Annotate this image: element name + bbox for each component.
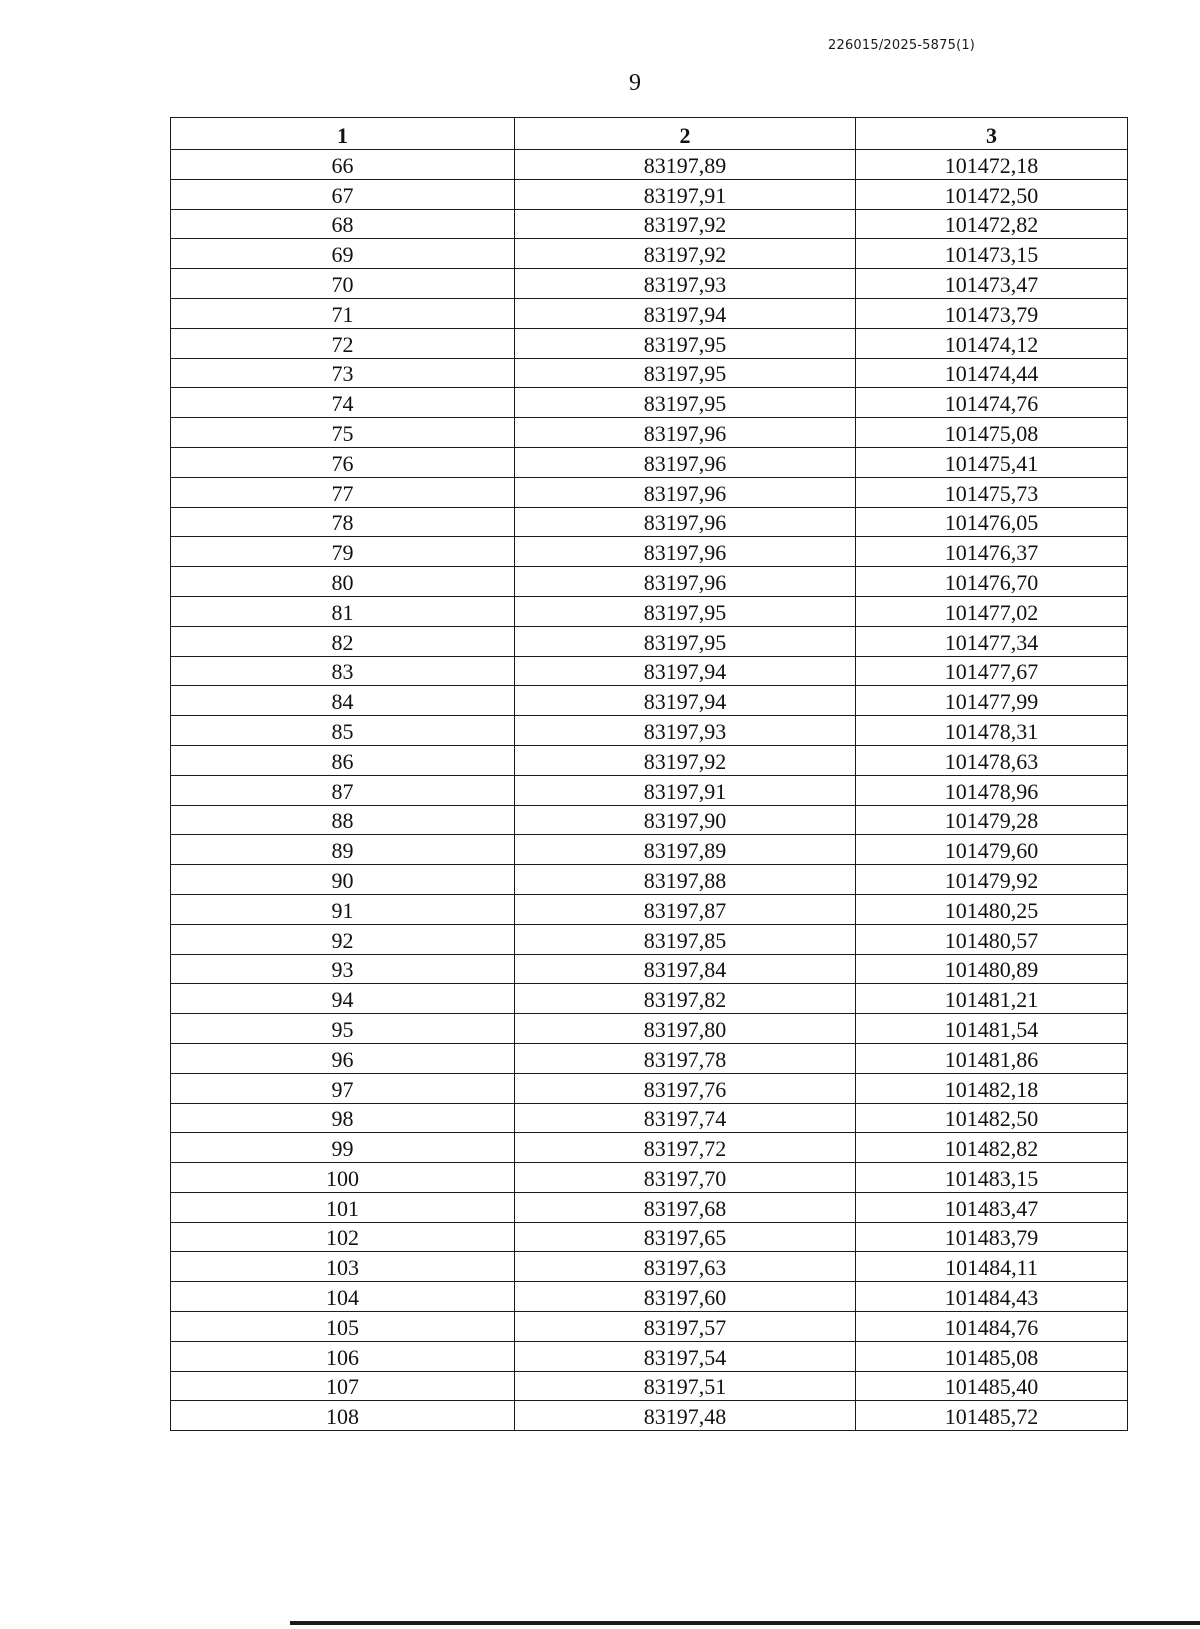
table-row <box>171 150 1128 180</box>
x-coordinate-cell: 83197,95 <box>515 596 856 626</box>
table-row <box>171 1163 1128 1193</box>
table-row <box>171 537 1128 567</box>
x-coordinate-cell: 83197,94 <box>515 656 856 686</box>
point-number-cell: 105 <box>171 1312 515 1342</box>
point-number-cell: 88 <box>171 805 515 835</box>
x-coordinate-cell: 83197,76 <box>515 1073 856 1103</box>
table-row <box>171 686 1128 716</box>
point-number-cell: 100 <box>171 1163 515 1193</box>
y-coordinate-cell: 101479,92 <box>856 865 1128 895</box>
x-coordinate-cell: 83197,96 <box>515 567 856 597</box>
y-coordinate-cell: 101481,54 <box>856 1014 1128 1044</box>
x-coordinate-cell: 83197,85 <box>515 924 856 954</box>
table-row <box>171 328 1128 358</box>
point-number-cell: 68 <box>171 209 515 239</box>
x-coordinate-cell: 83197,48 <box>515 1401 856 1431</box>
x-coordinate-cell: 83197,72 <box>515 1133 856 1163</box>
y-coordinate-cell: 101480,25 <box>856 894 1128 924</box>
point-number-cell: 107 <box>171 1371 515 1401</box>
y-coordinate-cell: 101472,18 <box>856 150 1128 180</box>
y-coordinate-cell: 101478,96 <box>856 775 1128 805</box>
table-row <box>171 1312 1128 1342</box>
y-coordinate-cell: 101477,34 <box>856 626 1128 656</box>
point-number-cell: 79 <box>171 537 515 567</box>
table-row <box>171 1073 1128 1103</box>
x-coordinate-cell: 83197,89 <box>515 835 856 865</box>
table-row <box>171 924 1128 954</box>
table-row <box>171 865 1128 895</box>
y-coordinate-cell: 101483,47 <box>856 1192 1128 1222</box>
x-coordinate-cell: 83197,60 <box>515 1282 856 1312</box>
table-row <box>171 1192 1128 1222</box>
point-number-cell: 97 <box>171 1073 515 1103</box>
y-coordinate-cell: 101472,50 <box>856 179 1128 209</box>
x-coordinate-cell: 83197,95 <box>515 626 856 656</box>
column-header-1: 1 <box>171 118 515 150</box>
x-coordinate-cell: 83197,82 <box>515 984 856 1014</box>
point-number-cell: 96 <box>171 1043 515 1073</box>
y-coordinate-cell: 101482,50 <box>856 1103 1128 1133</box>
table-row <box>171 894 1128 924</box>
y-coordinate-cell: 101479,60 <box>856 835 1128 865</box>
x-coordinate-cell: 83197,91 <box>515 775 856 805</box>
y-coordinate-cell: 101473,15 <box>856 239 1128 269</box>
x-coordinate-cell: 83197,95 <box>515 328 856 358</box>
x-coordinate-cell: 83197,92 <box>515 209 856 239</box>
point-number-cell: 80 <box>171 567 515 597</box>
table-row <box>171 1222 1128 1252</box>
point-number-cell: 101 <box>171 1192 515 1222</box>
table-row <box>171 507 1128 537</box>
y-coordinate-cell: 101474,44 <box>856 358 1128 388</box>
x-coordinate-cell: 83197,51 <box>515 1371 856 1401</box>
point-number-cell: 104 <box>171 1282 515 1312</box>
point-number-cell: 71 <box>171 298 515 328</box>
point-number-cell: 75 <box>171 418 515 448</box>
point-number-cell: 91 <box>171 894 515 924</box>
y-coordinate-cell: 101482,18 <box>856 1073 1128 1103</box>
y-coordinate-cell: 101473,79 <box>856 298 1128 328</box>
table-row <box>171 269 1128 299</box>
y-coordinate-cell: 101473,47 <box>856 269 1128 299</box>
y-coordinate-cell: 101485,72 <box>856 1401 1128 1431</box>
y-coordinate-cell: 101477,67 <box>856 656 1128 686</box>
bottom-scan-rule <box>290 1621 1200 1625</box>
table-row <box>171 209 1128 239</box>
table-row <box>171 418 1128 448</box>
y-coordinate-cell: 101477,99 <box>856 686 1128 716</box>
table-row <box>171 1103 1128 1133</box>
y-coordinate-cell: 101484,11 <box>856 1252 1128 1282</box>
x-coordinate-cell: 83197,96 <box>515 418 856 448</box>
point-number-cell: 73 <box>171 358 515 388</box>
point-number-cell: 103 <box>171 1252 515 1282</box>
table-row <box>171 1341 1128 1371</box>
x-coordinate-cell: 83197,87 <box>515 894 856 924</box>
point-number-cell: 86 <box>171 745 515 775</box>
x-coordinate-cell: 83197,90 <box>515 805 856 835</box>
column-header-3: 3 <box>856 118 1128 150</box>
y-coordinate-cell: 101479,28 <box>856 805 1128 835</box>
y-coordinate-cell: 101483,15 <box>856 1163 1128 1193</box>
table-row <box>171 179 1128 209</box>
x-coordinate-cell: 83197,94 <box>515 298 856 328</box>
y-coordinate-cell: 101475,73 <box>856 477 1128 507</box>
point-number-cell: 84 <box>171 686 515 716</box>
table-body <box>171 150 1128 1431</box>
y-coordinate-cell: 101485,08 <box>856 1341 1128 1371</box>
x-coordinate-cell: 83197,68 <box>515 1192 856 1222</box>
point-number-cell: 78 <box>171 507 515 537</box>
x-coordinate-cell: 83197,95 <box>515 388 856 418</box>
y-coordinate-cell: 101475,08 <box>856 418 1128 448</box>
table-row <box>171 984 1128 1014</box>
table-row <box>171 716 1128 746</box>
page-number: 9 <box>629 70 641 96</box>
table-row <box>171 1401 1128 1431</box>
document-registration-number: 226015/2025-5875(1) <box>828 38 976 53</box>
point-number-cell: 106 <box>171 1341 515 1371</box>
x-coordinate-cell: 83197,96 <box>515 477 856 507</box>
x-coordinate-cell: 83197,88 <box>515 865 856 895</box>
point-number-cell: 93 <box>171 954 515 984</box>
y-coordinate-cell: 101476,05 <box>856 507 1128 537</box>
point-number-cell: 95 <box>171 1014 515 1044</box>
x-coordinate-cell: 83197,78 <box>515 1043 856 1073</box>
point-number-cell: 99 <box>171 1133 515 1163</box>
table-row <box>171 239 1128 269</box>
y-coordinate-cell: 101484,76 <box>856 1312 1128 1342</box>
point-number-cell: 66 <box>171 150 515 180</box>
x-coordinate-cell: 83197,96 <box>515 447 856 477</box>
table-row <box>171 745 1128 775</box>
x-coordinate-cell: 83197,94 <box>515 686 856 716</box>
table-row <box>171 388 1128 418</box>
x-coordinate-cell: 83197,89 <box>515 150 856 180</box>
x-coordinate-cell: 83197,93 <box>515 716 856 746</box>
x-coordinate-cell: 83197,70 <box>515 1163 856 1193</box>
point-number-cell: 70 <box>171 269 515 299</box>
y-coordinate-cell: 101480,57 <box>856 924 1128 954</box>
table-row <box>171 567 1128 597</box>
x-coordinate-cell: 83197,74 <box>515 1103 856 1133</box>
point-number-cell: 92 <box>171 924 515 954</box>
table-row <box>171 1371 1128 1401</box>
y-coordinate-cell: 101476,70 <box>856 567 1128 597</box>
table-header-row <box>171 118 1128 150</box>
y-coordinate-cell: 101475,41 <box>856 447 1128 477</box>
point-number-cell: 87 <box>171 775 515 805</box>
table-row <box>171 626 1128 656</box>
point-number-cell: 74 <box>171 388 515 418</box>
table-row <box>171 596 1128 626</box>
table-row <box>171 298 1128 328</box>
x-coordinate-cell: 83197,57 <box>515 1312 856 1342</box>
x-coordinate-cell: 83197,96 <box>515 507 856 537</box>
table-row <box>171 358 1128 388</box>
x-coordinate-cell: 83197,63 <box>515 1252 856 1282</box>
y-coordinate-cell: 101481,21 <box>856 984 1128 1014</box>
table-row <box>171 805 1128 835</box>
y-coordinate-cell: 101474,76 <box>856 388 1128 418</box>
table-row <box>171 477 1128 507</box>
point-number-cell: 83 <box>171 656 515 686</box>
table-row <box>171 1133 1128 1163</box>
point-number-cell: 69 <box>171 239 515 269</box>
y-coordinate-cell: 101485,40 <box>856 1371 1128 1401</box>
coordinates-table <box>170 117 1128 1431</box>
point-number-cell: 98 <box>171 1103 515 1133</box>
point-number-cell: 82 <box>171 626 515 656</box>
table-row <box>171 775 1128 805</box>
y-coordinate-cell: 101480,89 <box>856 954 1128 984</box>
x-coordinate-cell: 83197,91 <box>515 179 856 209</box>
table-row <box>171 1282 1128 1312</box>
x-coordinate-cell: 83197,95 <box>515 358 856 388</box>
column-header-2: 2 <box>515 118 856 150</box>
table-row <box>171 835 1128 865</box>
y-coordinate-cell: 101476,37 <box>856 537 1128 567</box>
y-coordinate-cell: 101474,12 <box>856 328 1128 358</box>
point-number-cell: 77 <box>171 477 515 507</box>
x-coordinate-cell: 83197,84 <box>515 954 856 984</box>
y-coordinate-cell: 101472,82 <box>856 209 1128 239</box>
y-coordinate-cell: 101484,43 <box>856 1282 1128 1312</box>
y-coordinate-cell: 101481,86 <box>856 1043 1128 1073</box>
y-coordinate-cell: 101483,79 <box>856 1222 1128 1252</box>
table-row <box>171 1252 1128 1282</box>
point-number-cell: 76 <box>171 447 515 477</box>
table-row <box>171 1043 1128 1073</box>
y-coordinate-cell: 101482,82 <box>856 1133 1128 1163</box>
x-coordinate-cell: 83197,80 <box>515 1014 856 1044</box>
x-coordinate-cell: 83197,92 <box>515 239 856 269</box>
x-coordinate-cell: 83197,54 <box>515 1341 856 1371</box>
point-number-cell: 102 <box>171 1222 515 1252</box>
x-coordinate-cell: 83197,96 <box>515 537 856 567</box>
x-coordinate-cell: 83197,93 <box>515 269 856 299</box>
point-number-cell: 85 <box>171 716 515 746</box>
table-row <box>171 447 1128 477</box>
table-row <box>171 656 1128 686</box>
y-coordinate-cell: 101478,31 <box>856 716 1128 746</box>
point-number-cell: 94 <box>171 984 515 1014</box>
y-coordinate-cell: 101477,02 <box>856 596 1128 626</box>
y-coordinate-cell: 101478,63 <box>856 745 1128 775</box>
x-coordinate-cell: 83197,92 <box>515 745 856 775</box>
x-coordinate-cell: 83197,65 <box>515 1222 856 1252</box>
point-number-cell: 90 <box>171 865 515 895</box>
point-number-cell: 81 <box>171 596 515 626</box>
table-row <box>171 1014 1128 1044</box>
table-header <box>171 118 1128 150</box>
point-number-cell: 72 <box>171 328 515 358</box>
table-row <box>171 954 1128 984</box>
point-number-cell: 108 <box>171 1401 515 1431</box>
point-number-cell: 89 <box>171 835 515 865</box>
point-number-cell: 67 <box>171 179 515 209</box>
